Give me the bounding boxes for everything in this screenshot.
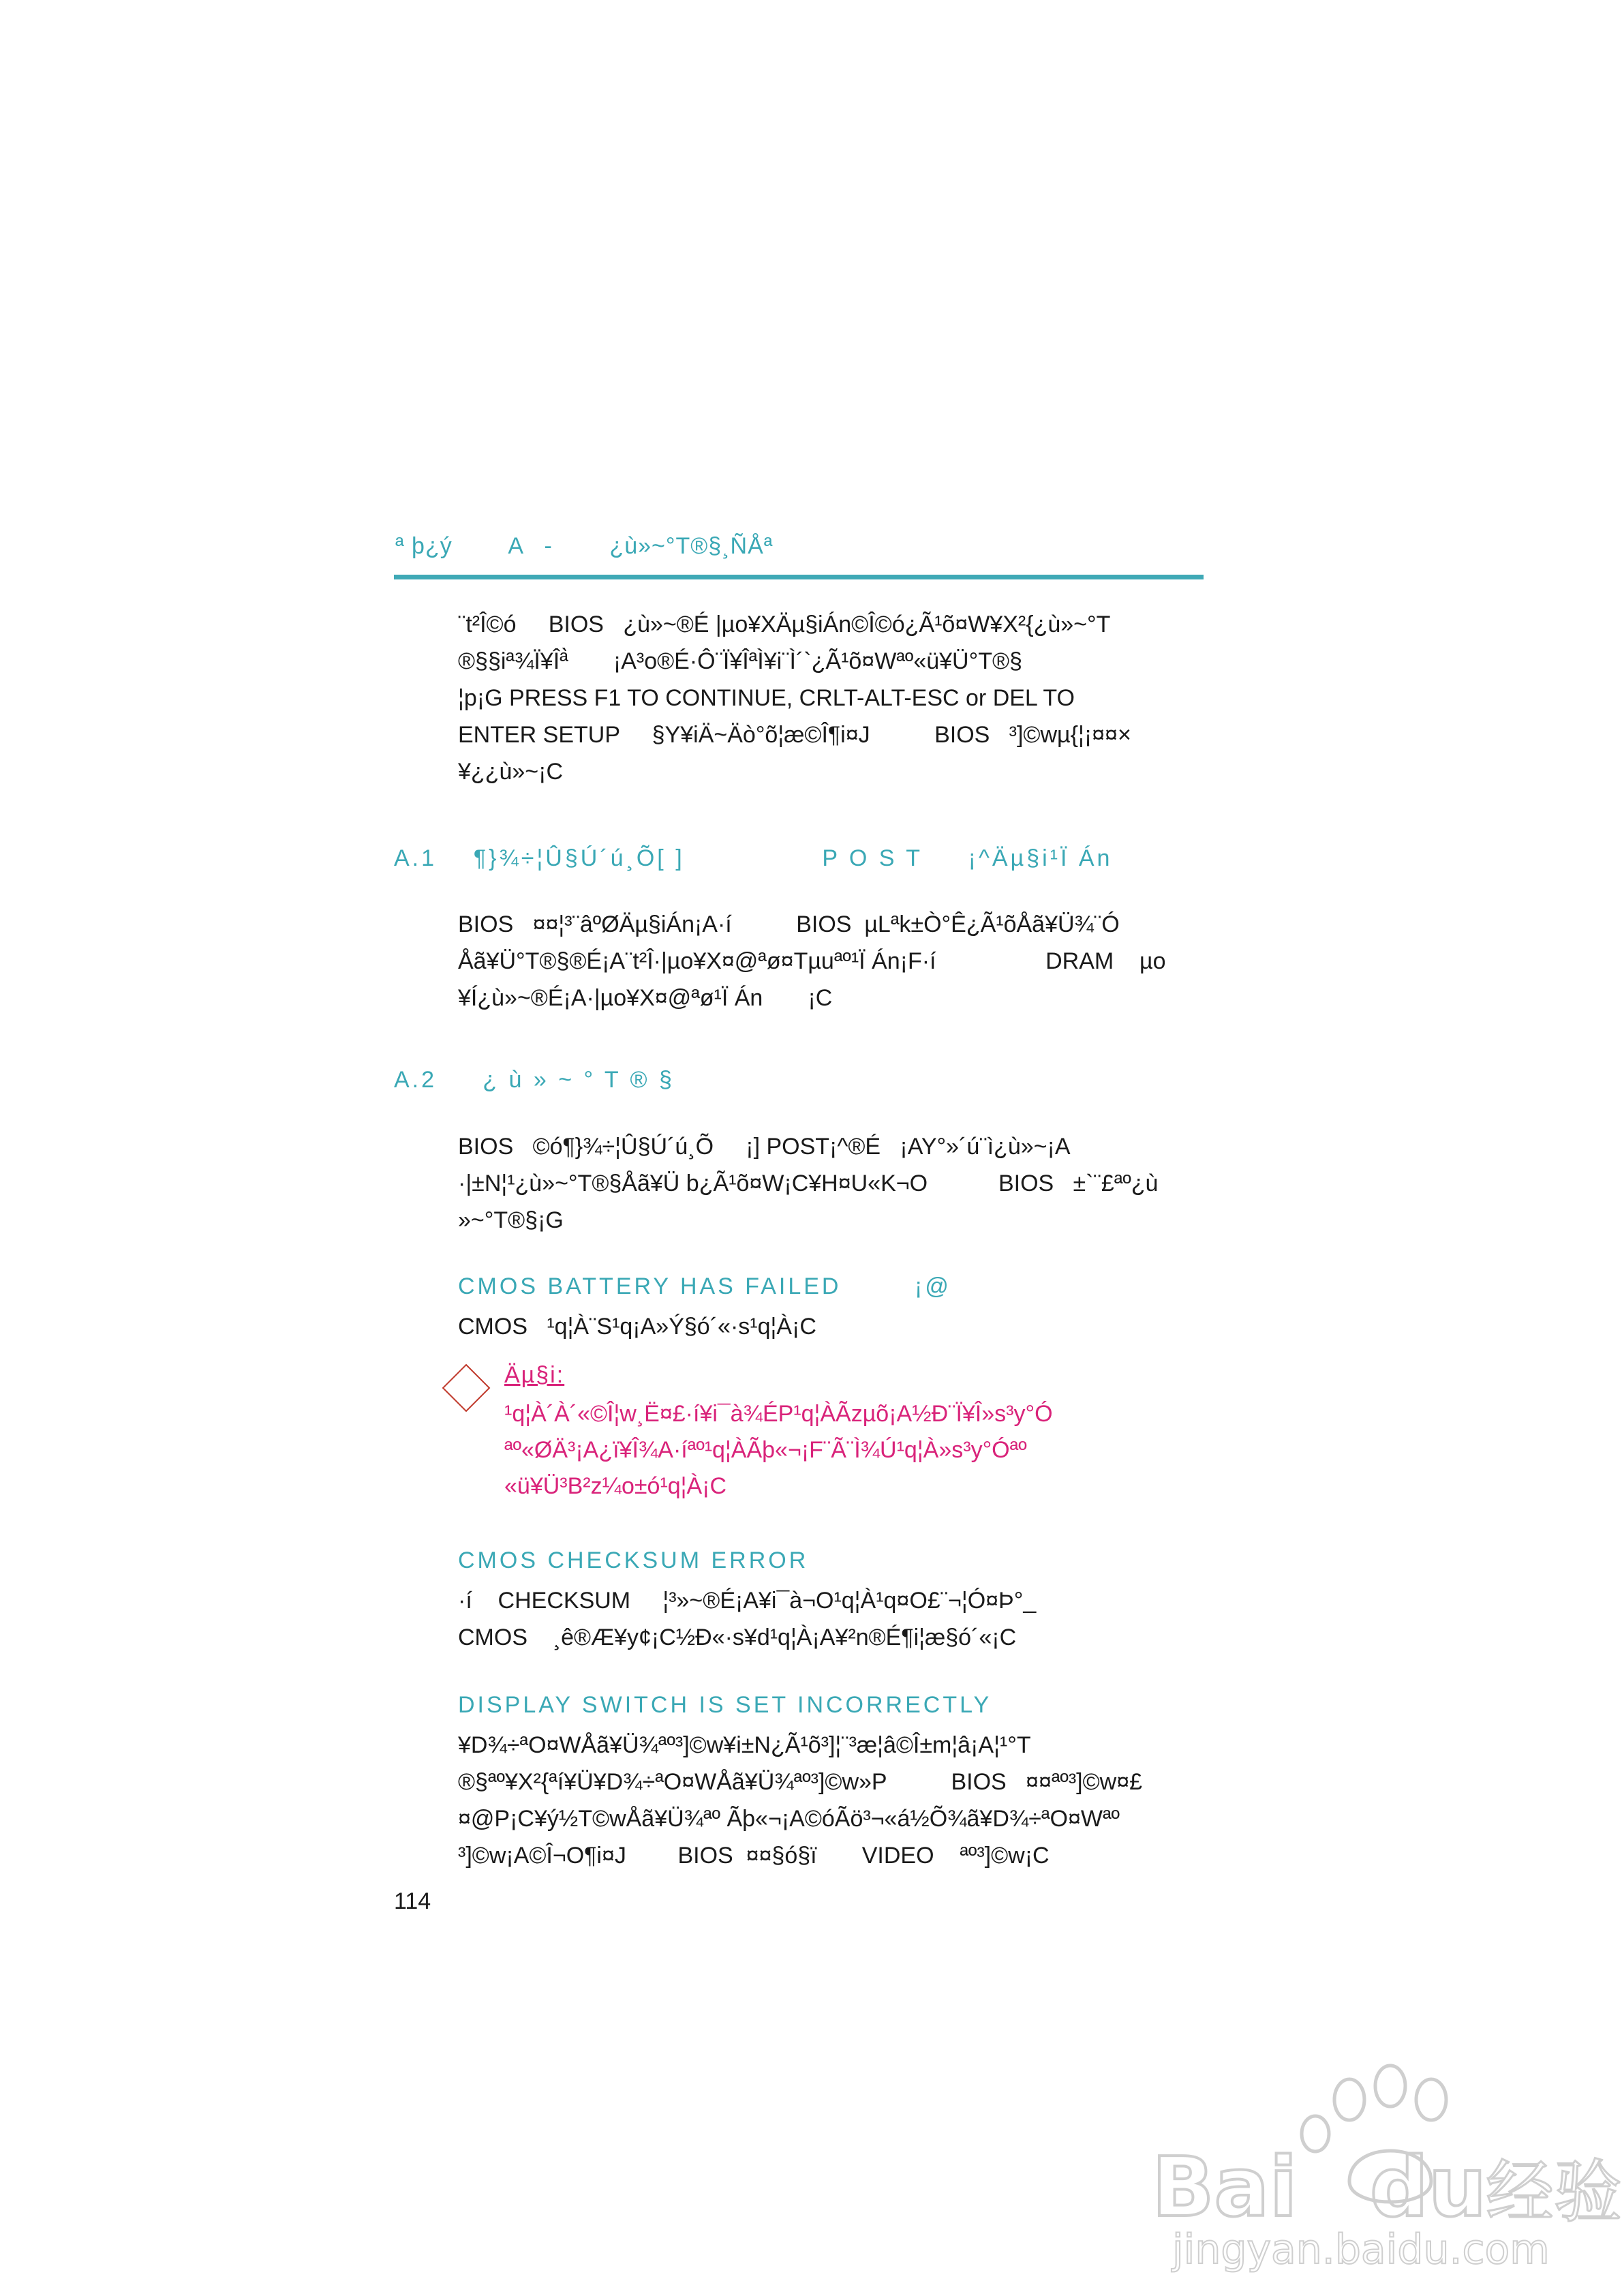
section-a2-line: ·|±N¦¹¿ù»~°T®§Åã¥Ü b¿Ã¹õ¤W¡C¥H¤U«K¬O BIOS ±`¨£ªº¿ù: [458, 1170, 1159, 1196]
chapter-header: ª þ¿ý A - ¿ù»~°T®§¸ÑÅª: [395, 533, 774, 559]
intro-line: ¨t²Î©ó BIOS ¿ù»~®É |µo¥XÄµ§iÁn©Î©ó¿Ã¹õ¤W¥X²{¿ù»~°T: [458, 611, 1111, 637]
note-title: Äµ§i:: [504, 1362, 565, 1388]
section-a1-line: Åã¥Ü°T®§®É¡A¨t²Î·|µo¥X¤@ªø¤Tµuªº¹Ï Án¡F·í DRAM µo: [458, 948, 1166, 974]
warning-diamond-icon: [442, 1363, 491, 1413]
error-text-battery: CMOS ¹q¦À¨S¹q¡A»Ý§ó´«·s¹q¦À¡C: [458, 1314, 816, 1340]
baidu-watermark-logo: [1145, 2045, 1622, 2277]
svg-text:经验: 经验: [1486, 2152, 1622, 2232]
header-rule: [394, 575, 1204, 579]
intro-line: ENTER SETUP §Y¥iÄ~Äò°õ¦æ©Î¶i¤J BIOS ³]©wµ{¦¡¤¤×: [458, 722, 1131, 748]
section-a1-line: ¥Í¿ù»~®É¡A·|µo¥X¤@ªø¹Ï Án ¡C: [458, 985, 833, 1011]
section-a2-line: »~°T®§¡G: [458, 1207, 564, 1233]
svg-text:Bai: Bai: [1152, 2141, 1298, 2235]
error-title-checksum: CMOS CHECKSUM ERROR: [458, 1547, 809, 1573]
error-text-checksum: CMOS ¸ê®Æ¥y¢¡C½Ð«·s¥d¹q¦À¡A¥²n®É¶i¦æ§ó´«¡C: [458, 1625, 1017, 1650]
error-title-battery: CMOS BATTERY HAS FAILED ¡@: [458, 1273, 951, 1299]
error-text-display: ³]©w¡A©Î¬O¶i¤J BIOS ¤¤§ó§ï VIDEO ªº³]©w¡C: [458, 1843, 1050, 1869]
error-text-display: ¤@P¡C¥ý½T©wÅã¥Ü¾ªº Ãþ«¬¡A©óÃö³¬«á½Õ¾ã¥D¾÷ªO¤Wªº: [458, 1806, 1120, 1832]
section-a2-line: BIOS ©ó¶}¾÷¦Û§Ú´ú¸Õ ¡] POST¡^®É ¡AY°»´ú¨ì¿ù»~¡A: [458, 1134, 1071, 1160]
intro-line: ¥¿¿ù»~¡C: [458, 759, 563, 785]
section-a1-title: A.1 ¶}¾÷¦Û§Ú´ú¸Õ[ ] P O S T ¡^Äµ§i¹Ï Án: [394, 845, 1113, 871]
intro-line: ¦p¡G PRESS F1 TO CONTINUE, CRLT-ALT-ESC or DEL TO: [458, 685, 1075, 711]
error-text-display: ¥D¾÷ªO¤WÅã¥Ü¾ªº³]©w¥i±N¿Ã¹õ³]¦¨³æ¦â©Î±m¦â¡A¦¹°T: [458, 1732, 1031, 1758]
section-a1-line: BIOS ¤¤¦³¨âºØÄµ§iÁn¡A·í BIOS µLªk±Ò°Ê¿Ã¹õÅã¥Ü¾¨Ó: [458, 911, 1120, 937]
error-text-display: ®§ªº¥X²{ªí¥Ü¥D¾÷ªO¤WÅã¥Ü¾ªº³]©w»P BIOS ¤¤ªº³]©w¤£: [458, 1769, 1143, 1795]
intro-line: ®§§iª¾Ï¥Îª̀ ¡A³o®É·Ô¨Ï¥ÎªÌ¥i¨Ì´`¿Ã¹õ¤Wªº«ü¥Ü°T®§: [458, 648, 1022, 674]
note-line: ¹q¦À´À´«©Î¦w¸Ë¤£·í¥i¯à¾ÉP¹q¦ÀÃzµõ¡A½Ð¨Ï¥Î»s³y°Ó: [504, 1401, 1053, 1427]
error-title-display: DISPLAY SWITCH IS SET INCORRECTLY: [458, 1692, 992, 1718]
svg-text:jingyan.baidu.com: jingyan.baidu.com: [1172, 2226, 1550, 2274]
note-line: ªº«ØÄ³¡A¿ï¥Î¾A·íªº¹q¦ÀÃþ«¬¡F¨Ã¨Ì¾Ú¹q¦À»s³y°Óªº: [504, 1437, 1027, 1463]
error-text-checksum: ·í CHECKSUM ¦³»~®É¡A¥i¯à¬O¹q¦À¹q¤O£¨¬¦Ó¤Þ°_: [458, 1588, 1037, 1614]
page-number: 114: [394, 1888, 431, 1914]
svg-text:du: du: [1370, 2141, 1487, 2235]
section-a2-title: A.2 ¿ ù » ~ ° T ® §: [394, 1067, 675, 1093]
note-line: «ü¥Ü³B²z¼o±ó¹q¦À¡C: [504, 1473, 727, 1499]
